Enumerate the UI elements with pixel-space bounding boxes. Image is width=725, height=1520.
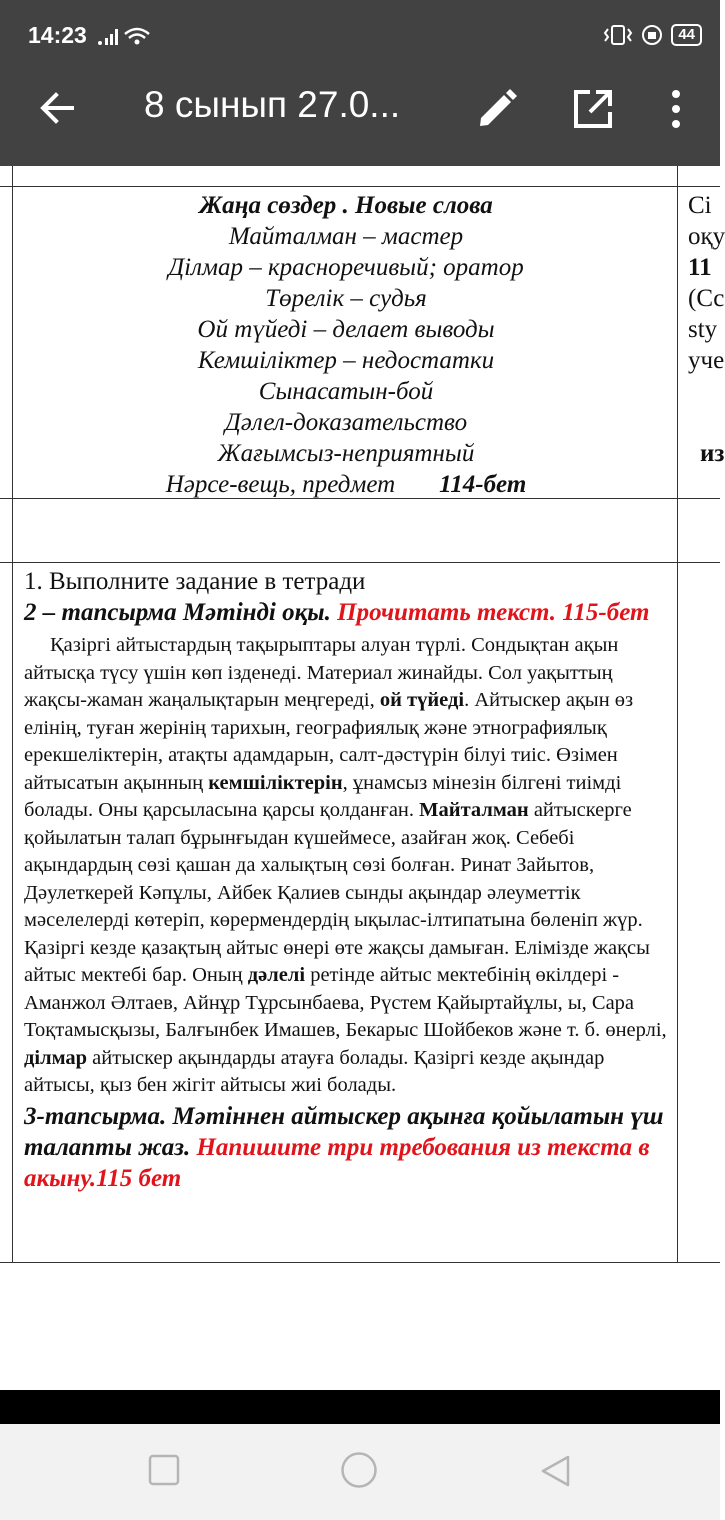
open-external-button[interactable]	[572, 88, 614, 135]
sync-icon	[641, 24, 663, 46]
pencil-icon	[476, 88, 518, 130]
bold-term: Майталман	[419, 799, 529, 821]
arrow-back-icon	[36, 88, 76, 128]
bold-term: ділмар	[24, 1046, 88, 1069]
vocabulary-entry: Сынасатын-бой	[258, 378, 434, 405]
app-bar	[0, 54, 720, 166]
text-run: айтыскер ақындарды атауға болады. Қазіргі кезде ақындар айтысы, қыз бен жігіт айтысы жиі болады.	[24, 1046, 605, 1096]
bold-term: дәлелі	[247, 964, 306, 986]
task-3-heading	[24, 1101, 672, 1194]
status-time: 14:23	[28, 22, 87, 48]
right-column-line: stу	[688, 316, 718, 343]
status-icons-left	[97, 26, 151, 51]
vibrate-icon	[603, 24, 633, 46]
vocabulary-entry: Майталман – мастер	[228, 223, 464, 250]
text-run: ретінде айтыс мектебінің өкілдері - Аманжол Әлтаев, Айнұр Тұрсынбаева, Рүстем Қайыртайұлы, ы, Сара Тоқтамысқызы, Балғынбек Имашев, Бекарыс Шойбеков және т. б. өнерлі,	[24, 964, 667, 1041]
task-3-kazakh: 3-тапсырма. Мәтіннен айтыскер ақынға қойылатын үш талапты жаз.	[24, 1102, 664, 1161]
text-run: Қазіргі айтыстардың тақырыптары алуан түрлі. Сондықтан ақын айтысқа түсу үшін көп ізденеді. Материал жинайды. Сол уақыттың жақсы-жаман жаңалықтарын меңгереді,	[24, 634, 619, 711]
edit-button[interactable]	[476, 88, 518, 135]
task-3-russian: Напишите три требования из текста в акыну.115 бет	[24, 1133, 650, 1192]
right-column-clipped	[688, 190, 725, 469]
vocabulary-entry: Төрелік – судья	[265, 285, 427, 312]
right-column-line: (Сс	[688, 285, 725, 312]
right-column-line: Сі	[688, 192, 712, 219]
bottom-strip	[0, 1390, 720, 1424]
table-border	[0, 1262, 720, 1263]
vocabulary-entry: Кемшіліктер – недостатки	[197, 347, 495, 374]
text-run: . Айтыскер ақын өз елінің, туған жерінің тарихын, географиялық және этнографиялық ерекшеліктерін, атақты адамдарын, салт-дәстүрін білуі тиіс. Өзімен айтысатын ақынның	[24, 689, 634, 794]
task-instruction: 1. Выполните задание в тетради	[24, 568, 366, 595]
reading-text	[24, 632, 672, 1100]
more-vert-icon	[664, 88, 688, 130]
home-button[interactable]	[340, 1454, 378, 1494]
signal-icon	[97, 26, 151, 46]
vocabulary-entry: Ділмар – красноречивый; оратор	[168, 254, 524, 281]
table-border	[0, 562, 720, 563]
document-page[interactable]	[0, 166, 725, 1390]
task-2-kazakh: 2 – тапсырма Мәтінді оқы.	[24, 599, 331, 626]
vocabulary-last-row	[16, 469, 676, 500]
right-column-line: 11	[688, 254, 712, 281]
vocabulary-heading: Жаңа сөздер . Новые слова	[199, 192, 493, 219]
bold-term: кемшіліктерін	[208, 771, 343, 794]
task-2-heading	[24, 597, 672, 628]
page-reference: 114-бет	[439, 471, 527, 498]
recents-button[interactable]	[148, 1454, 180, 1491]
task-2-russian: Прочитать текст. 115-бет	[337, 599, 650, 626]
status-icons-right	[603, 24, 702, 46]
more-options-button[interactable]	[664, 88, 688, 135]
wifi-icon	[125, 29, 149, 38]
vocabulary-entry: Нәрсе-вещь, предмет	[165, 471, 396, 498]
triangle-back-icon	[540, 1454, 572, 1488]
table-border	[12, 166, 13, 1263]
right-column-line: уче	[688, 347, 725, 374]
bold-term: ой түйеді	[379, 689, 465, 711]
vocabulary-entry: Жағымсыз-неприятный	[217, 440, 475, 467]
open-external-icon	[572, 88, 614, 130]
vocabulary-block	[16, 190, 676, 500]
right-column-line: из	[700, 440, 725, 467]
nav-back-button[interactable]	[540, 1454, 572, 1493]
back-button[interactable]	[36, 88, 76, 133]
right-column-line: оқу	[688, 223, 725, 250]
document-title: 8 сынып 27.0...	[144, 84, 401, 125]
status-bar	[0, 0, 720, 54]
text-run: , ұнамсыз мінезін білгені тиімді болады. Оны қарсыласына қарсы қолданған.	[24, 771, 622, 821]
battery-indicator: 44	[671, 24, 702, 46]
navigation-bar	[0, 1424, 720, 1520]
table-border	[677, 166, 678, 1263]
vocabulary-entry: Дәлел-доказательство	[224, 409, 468, 436]
vocabulary-entry: Ой түйеді – делает выводы	[197, 316, 495, 343]
text-run: айтыскерге қойылатын талап бұрынғыдан күшеймесе, азайған жоқ. Себебі ақындардың сөзі қашан да халықтың сөзі болған. Ринат Зайытов, Дәулеткерей Кәпұлы, Айбек Қалиев сынды ақындар әлеуметтік мәселелерді көтеріп, көрермендердің ықылас-ілтипатына бөленіп жүр. Қазіргі кезде қазақтың айтыс өнері өте жақсы дамыған. Елімізде жақсы айтыс мектебі бар. Оның	[24, 799, 650, 986]
circle-icon	[340, 1451, 378, 1489]
square-icon	[148, 1454, 180, 1486]
table-border	[0, 186, 720, 187]
task-block	[24, 566, 672, 1194]
